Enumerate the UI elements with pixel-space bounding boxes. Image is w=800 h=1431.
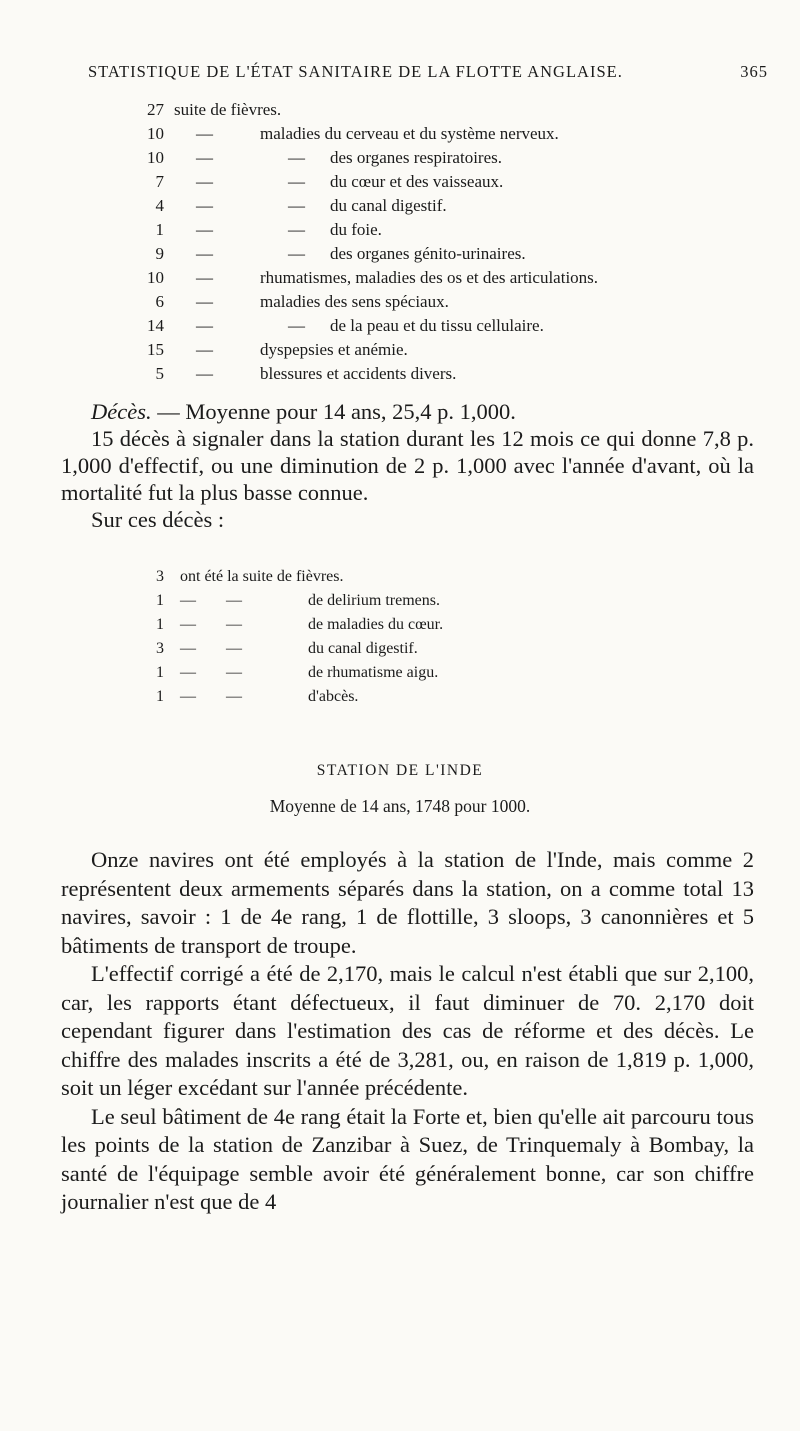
table-row: 1 — — de maladies du cœur.: [156, 616, 444, 633]
diseases-table: [120, 100, 740, 388]
table-row: 6 — maladies des sens spéciaux.: [155, 292, 449, 311]
table-row: 14 — — de la peau et du tissu cellulaire.: [147, 316, 544, 335]
table-row: 7 — — du cœur et des vaisseaux.: [155, 172, 504, 191]
table-row: 1 — — de rhumatisme aigu.: [156, 664, 439, 681]
page-header: [88, 62, 768, 82]
deaths-paragraph: 15 décès à signaler dans la station durant les 12 mois ce qui donne 7,8 p. 1,000 d'effectif, ou une diminution de 2 p. 1,000 avec l'année d'avant, où la mortalité fut la plus basse connue.: [61, 426, 754, 505]
table-row: 15 — dyspepsies et anémie.: [147, 340, 408, 359]
station-paragraph-3: Le seul bâtiment de 4e rang était la Forte et, bien qu'elle ait parcouru tous les points de la station de Zanzibar à Suez, de Trinquemaly à Bombay, la santé de l'équipage semble avoir été généralement bonne, car son chiffre journalier n'est que de 4: [61, 1103, 754, 1214]
table-row: 1 — — d'abcès.: [156, 688, 359, 705]
station-paragraph-1: Onze navires ont été employés à la station de l'Inde, mais comme 2 représentent deux armements séparés dans la station, on a comme total 13 navires, savoir : 1 de 4e rang, 1 de flottille, 3 sloops, 3 canonnières et 5 bâtiments de transport de troupe.: [61, 847, 754, 958]
table-row: 10 — maladies du cerveau et du système nerveux.: [147, 124, 559, 143]
table-row: 3 ont été la suite de fièvres.: [156, 568, 344, 585]
table-row: 27 suite de fièvres.: [147, 100, 282, 119]
deaths-section: [61, 398, 754, 533]
table-row: 5 — blessures et accidents divers.: [155, 364, 457, 383]
table-row: 4 — — du canal digestif.: [155, 196, 447, 215]
deaths-table: [120, 568, 740, 712]
table-row: 1 — — de delirium tremens.: [156, 592, 440, 609]
deaths-intro: Sur ces décès :: [91, 507, 225, 532]
deaths-label: Décès.: [91, 399, 152, 424]
page-number: 365: [740, 62, 768, 81]
station-paragraph-2: L'effectif corrigé a été de 2,170, mais le calcul n'est établi que sur 2,100, car, les rapports étant défectueux, il faut diminuer de 70. 2,170 doit cependant figurer dans l'estimation des cas de réforme et des décès. Le chiffre des malades inscrits a été de 3,281, ou, en raison de 1,819 p. 1,000, soit un léger excédant sur l'année précédente.: [61, 961, 754, 1100]
section-subtitle: Moyenne de 14 ans, 1748 pour 1000.: [269, 796, 531, 816]
table-row: 10 — rhumatismes, maladies des os et des articulations.: [147, 268, 599, 287]
table-row: 3 — — du canal digestif.: [156, 640, 418, 657]
table-row: 9 — — des organes génito-urinaires.: [155, 244, 526, 263]
section-title: STATION DE L'INDE: [316, 762, 484, 779]
table-row: 1 — — du foie.: [155, 220, 382, 239]
deaths-summary: — Moyenne pour 14 ans, 25,4 p. 1,000.: [157, 399, 516, 424]
station-body: [61, 846, 754, 1217]
table-row: 10 — — des organes respiratoires.: [147, 148, 502, 167]
running-title: STATISTIQUE DE L'ÉTAT SANITAIRE DE LA FLOTTE ANGLAISE.: [88, 62, 623, 81]
